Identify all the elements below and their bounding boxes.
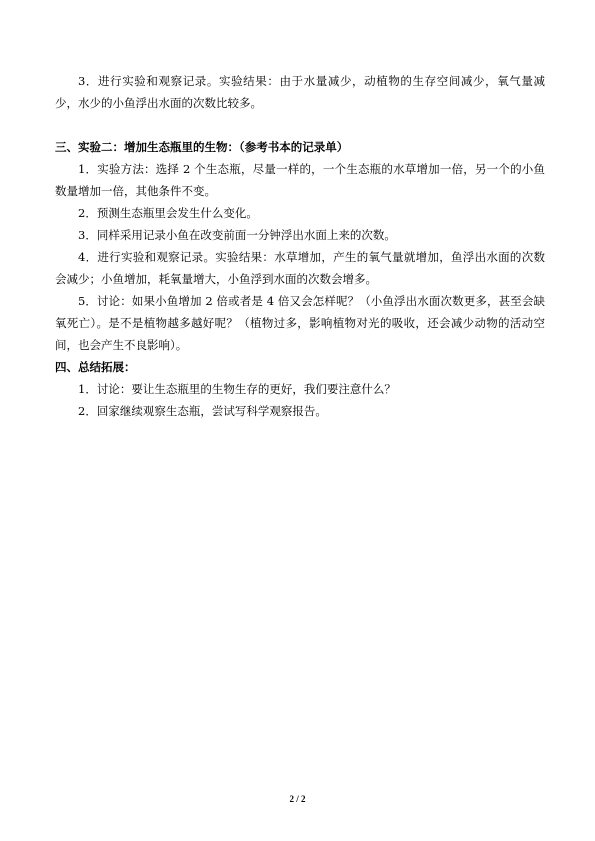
section-3-item-1: 1．实验方法：选择 2 个生态瓶，尽量一样的，一个生态瓶的水草增加一倍，另一个的小鱼数量增加一倍，其他条件不变。 [55, 162, 545, 198]
section-3-item-2: 2．预测生态瓶里会发生什么变化。 [78, 206, 258, 220]
section-4-heading: 四、总结拓展： [55, 360, 136, 374]
section-4-item-2: 2．回家继续观察生态瓶，尝试写科学观察报告。 [78, 404, 327, 418]
section-3-item-5: 5．讨论：如果小鱼增加 2 倍或者是 4 倍又会怎样呢？（小鱼浮出水面次数更多，甚至会缺氧死亡）。是不是植物越多越好呢？（植物过多，影响植物对光的吸收，还会减少动物的活动空间，也会产生不良影响）。 [55, 294, 545, 352]
paragraph-prev-item-3: 3．进行实验和观察记录。实验结果：由于水量减少，动植物的生存空间减少，氧气量减少，水少的小鱼浮出水面的次数比较多。 [55, 74, 545, 110]
section-3-heading: 三、实验二：增加生态瓶里的生物：（参考书本的记录单） [55, 140, 349, 154]
section-4-item-1: 1．讨论：要让生态瓶里的生物生存的更好，我们要注意什么？ [78, 382, 396, 396]
blank-line [55, 114, 545, 136]
page-number: 2 / 2 [289, 794, 306, 804]
section-3-item-4: 4．进行实验和观察记录。实验结果：水草增加，产生的氧气量就增加，鱼浮出水面的次数会减少；小鱼增加，耗氧量增大，小鱼浮到水面的次数会增多。 [55, 250, 545, 286]
document-content [55, 70, 545, 422]
section-3-item-3: 3．同样采用记录小鱼在改变前面一分钟浮出水面上来的次数。 [78, 228, 396, 242]
